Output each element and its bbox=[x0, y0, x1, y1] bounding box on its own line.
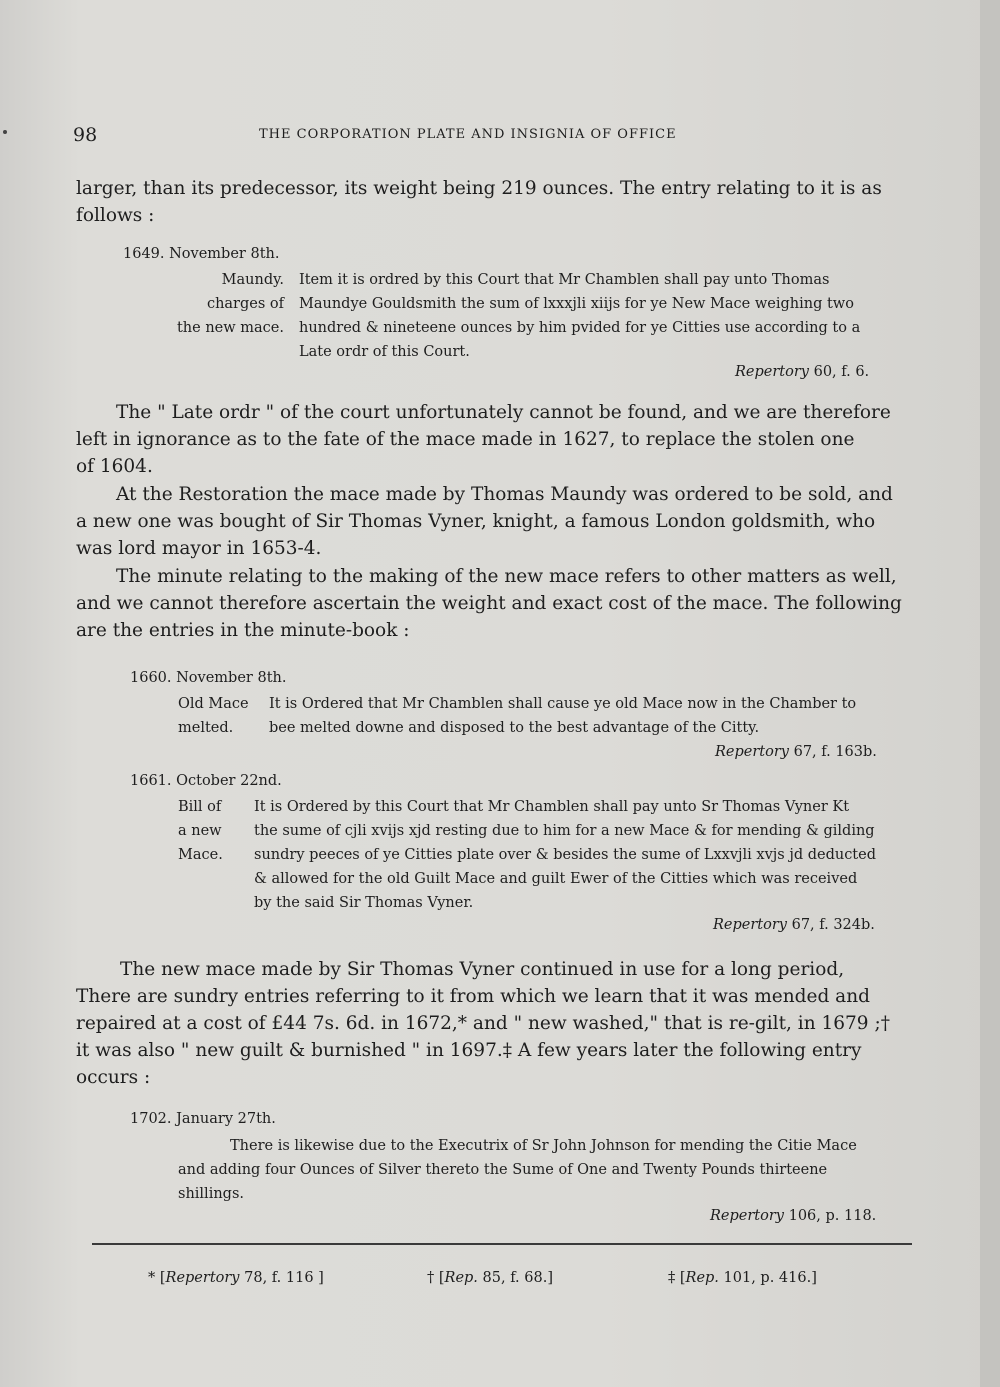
citation-location: 67, f. 163b. bbox=[788, 744, 877, 760]
entry-line: and adding four Ounces of Silver thereto the Sume of One and Twenty Pounds thirteene bbox=[178, 1162, 828, 1178]
footnote-location: 85, f. 68.] bbox=[477, 1270, 553, 1286]
citation-1649 bbox=[735, 364, 869, 380]
running-title: THE CORPORATION PLATE AND INSIGNIA OF OFFICE bbox=[259, 127, 677, 142]
paragraph-minute bbox=[76, 563, 911, 644]
entry-sidenote-1649 bbox=[172, 268, 284, 340]
text-line: was lord mayor in 1653-4. bbox=[76, 538, 322, 559]
entry-line: & allowed for the old Guilt Mace and guilt Ewer of the Citties which was received bbox=[254, 871, 858, 887]
citation-title: Repertory bbox=[713, 917, 787, 933]
entry-text-1660 bbox=[269, 692, 856, 740]
sidenote-line: Maundy. bbox=[221, 272, 284, 288]
citation-1660 bbox=[715, 744, 877, 760]
footnote-marker: † [ bbox=[427, 1270, 445, 1286]
sidenote-line: a new bbox=[178, 823, 222, 839]
paragraph-intro bbox=[76, 175, 911, 229]
entry-sidenote-1660 bbox=[178, 692, 249, 740]
text-line: At the Restoration the mace made by Thomas Maundy was ordered to be sold, and bbox=[116, 484, 893, 505]
entry-date-1660: 1660. November 8th. bbox=[130, 670, 287, 686]
footnote-2 bbox=[427, 1270, 553, 1286]
sidenote-line: Mace. bbox=[178, 847, 223, 863]
entry-sidenote-1661 bbox=[178, 795, 223, 867]
citation-location: 106, p. 118. bbox=[783, 1208, 877, 1224]
entry-line: bee melted downe and disposed to the best advantage of the Citty. bbox=[269, 720, 760, 736]
page-edge bbox=[980, 0, 1000, 1387]
text-line: and we cannot therefore ascertain the weight and exact cost of the mace. The following bbox=[76, 593, 902, 614]
paragraph-vyner-mace bbox=[76, 956, 911, 1091]
footnote-rule bbox=[92, 1243, 912, 1245]
entry-date-1649: 1649. November 8th. bbox=[123, 246, 280, 262]
text-line: follows : bbox=[76, 205, 155, 226]
footnote-title: Rep. bbox=[444, 1270, 478, 1286]
text-line: repaired at a cost of £44 7s. 6d. in 1672,* and " new washed," that is re-gilt, in 1679 ;† bbox=[76, 1013, 890, 1034]
text-line: left in ignorance as to the fate of the mace made in 1627, to replace the stolen one bbox=[76, 429, 855, 450]
entry-line: There is likewise due to the Executrix of Sr John Johnson for mending the Citie Mace bbox=[230, 1138, 857, 1154]
entry-line: the sume of cjli xvijs xjd resting due to him for a new Mace & for mending & gilding bbox=[254, 823, 875, 839]
page-number: 98 bbox=[73, 124, 98, 146]
sidenote-line: charges of bbox=[206, 296, 284, 312]
entry-line: It is Ordered that Mr Chamblen shall cause ye old Mace now in the Chamber to bbox=[269, 696, 857, 712]
citation-location: 67, f. 324b. bbox=[786, 917, 875, 933]
sidenote-line: melted. bbox=[178, 720, 234, 736]
text-line: it was also " new guilt & burnished " in 1697.‡ A few years later the following entry bbox=[76, 1040, 862, 1061]
text-line: There are sundry entries referring to it from which we learn that it was mended and bbox=[76, 986, 870, 1007]
sidenote-line: the new mace. bbox=[176, 320, 284, 336]
entry-line: Late ordr of this Court. bbox=[299, 344, 470, 360]
entry-text-1661 bbox=[254, 795, 876, 915]
entry-line: shillings. bbox=[178, 1186, 245, 1202]
text-line: are the entries in the minute-book : bbox=[76, 620, 410, 641]
footnote-1 bbox=[148, 1270, 324, 1286]
paragraph-restoration bbox=[76, 481, 911, 562]
footnote-marker: * [ bbox=[148, 1270, 166, 1286]
text-line: The " Late ordr " of the court unfortunately cannot be found, and we are therefore bbox=[116, 402, 891, 423]
text-line: occurs : bbox=[76, 1067, 151, 1088]
text-line: The minute relating to the making of the new mace refers to other matters as well, bbox=[116, 566, 897, 587]
footnote-3 bbox=[668, 1270, 817, 1286]
entry-line: Item it is ordred by this Court that Mr Chamblen shall pay unto Thomas bbox=[299, 272, 830, 288]
text-line: larger, than its predecessor, its weight being 219 ounces. The entry relating to it is as bbox=[76, 178, 882, 199]
footnote-title: Repertory bbox=[165, 1270, 240, 1286]
entry-text-1649 bbox=[299, 268, 860, 364]
entry-line: hundred & nineteene ounces by him pvided for ye Citties use according to a bbox=[299, 320, 861, 336]
entry-line: Maundye Gouldsmith the sum of lxxxjli xiijs for ye New Mace weighing two bbox=[299, 296, 854, 312]
citation-1702 bbox=[710, 1208, 876, 1224]
footnote-title: Rep. bbox=[685, 1270, 719, 1286]
page-header bbox=[73, 124, 911, 144]
citation-title: Repertory bbox=[715, 744, 789, 760]
citation-location: 60, f. 6. bbox=[808, 364, 870, 380]
margin-mark bbox=[3, 130, 7, 134]
paragraph-late-order bbox=[76, 399, 911, 480]
footnote-marker: ‡ [ bbox=[668, 1270, 686, 1286]
entry-line: It is Ordered by this Court that Mr Chamblen shall pay unto Sr Thomas Vyner Kt bbox=[254, 799, 850, 815]
entry-line: sundry peeces of ye Citties plate over & besides the sume of Lxxvjli xvjs jd deducted bbox=[254, 847, 876, 863]
entry-date-1661: 1661. October 22nd. bbox=[130, 773, 282, 789]
entry-line: by the said Sir Thomas Vyner. bbox=[254, 895, 474, 911]
sidenote-line: Bill of bbox=[178, 799, 222, 815]
footnote-location: 101, p. 416.] bbox=[718, 1270, 817, 1286]
text-line: The new mace made by Sir Thomas Vyner continued in use for a long period, bbox=[120, 959, 845, 980]
footnote-location: 78, f. 116 ] bbox=[239, 1270, 324, 1286]
text-line: of 1604. bbox=[76, 456, 153, 477]
entry-text-1702 bbox=[178, 1134, 888, 1206]
citation-title: Repertory bbox=[735, 364, 809, 380]
text-line: a new one was bought of Sir Thomas Vyner, knight, a famous London goldsmith, who bbox=[76, 511, 876, 532]
citation-1661 bbox=[713, 917, 875, 933]
citation-title: Repertory bbox=[710, 1208, 784, 1224]
entry-date-1702: 1702. January 27th. bbox=[130, 1111, 276, 1127]
sidenote-line: Old Mace bbox=[178, 696, 249, 712]
